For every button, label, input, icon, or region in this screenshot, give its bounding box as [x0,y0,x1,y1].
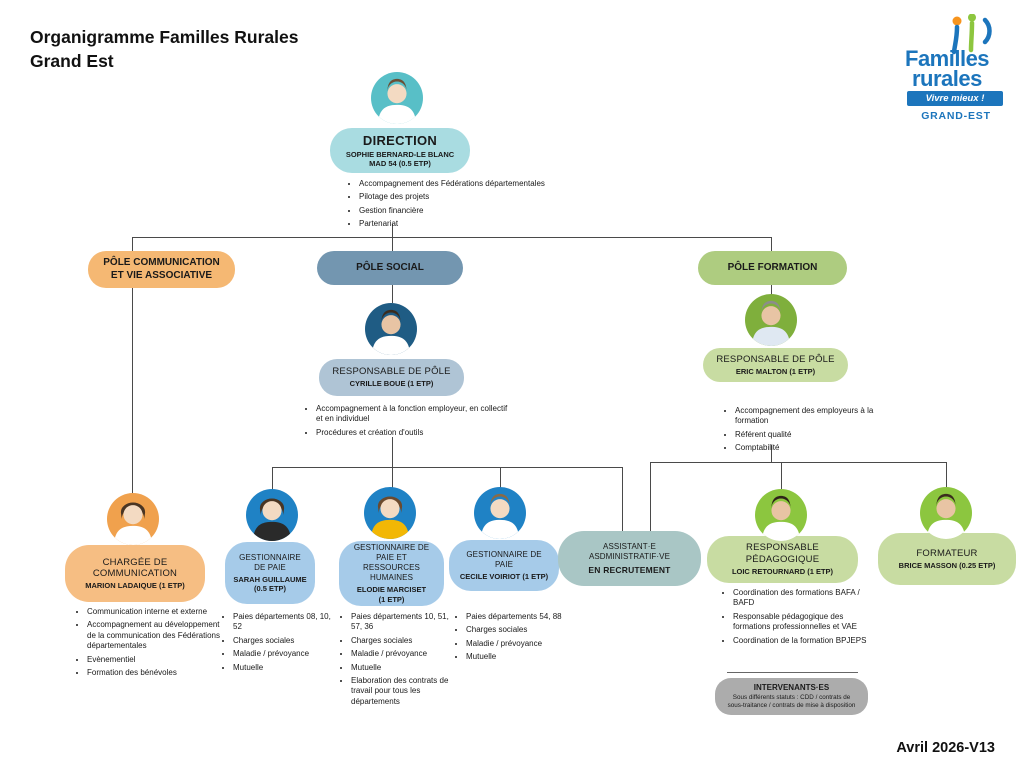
mission-item: • Elaboration des contrats de travail pour tous les départements [351,676,450,707]
person-name: MARION LADAIQUE (1 ETP) [85,580,185,590]
connector-line [946,462,947,487]
page-title: Organigramme Familles Rurales Grand Est [30,27,299,71]
person-silhouette-icon [474,487,526,539]
pole-label: PÔLE FORMATION [727,261,818,273]
mission-item: • Coordination des formations BAFA / BAFD [733,588,872,609]
person-silhouette-icon [755,489,807,541]
connector-line [781,462,782,489]
connector-line [650,462,947,463]
photo-direction [371,72,423,124]
mission-item: • Référent qualité [735,430,887,440]
connector-line [727,672,858,673]
mission-item: • Mutuelle [466,652,565,662]
intervenants-title: INTERVENANTS·ES [753,682,830,692]
familles-rurales-logo [905,28,1007,128]
mission-item: • Paies départements 10, 51, 57, 36 [351,612,450,633]
mission-item: • Gestion financière [359,206,591,216]
missions-list-formation-manager [722,406,887,457]
connector-line [622,467,623,531]
pole-label: PÔLE COMMUNICATION ET VIE ASSOCIATIVE [103,257,220,281]
photo-chargee-communication [107,493,159,545]
card-intervenants [715,678,868,715]
person-silhouette-icon [107,493,159,545]
pole-label: PÔLE SOCIAL [356,261,424,273]
mission-item: • Comptabilité [735,443,887,453]
mission-item: • Communication interne et externe [87,607,222,617]
person-name: SARAH GUILLAUME [233,574,307,584]
person-name: CECILE VOIRIOT (1 ETP) [459,571,549,581]
card-gestionnaire-paie-sarah [225,542,315,604]
role-title: RESPONSABLE DE PÔLE [332,366,451,378]
card-formateur [878,533,1016,585]
mission-item: • Procédures et création d'outils [316,428,513,438]
mission-item: • Accompagnement des Fédérations départementales [359,179,591,189]
person-etp: (0.5 ETP) [253,584,287,593]
photo-cecile-voiriot [474,487,526,539]
connector-line [132,288,133,493]
role-title: RESPONSABLE PÉDAGOGIQUE [745,542,820,565]
mission-item: • Charges sociales [466,625,565,635]
connector-line [392,467,393,488]
person-etp: (1 ETP) [378,594,405,604]
logo-text-familles: Familles [905,46,990,71]
connector-line [650,462,651,531]
photo-sarah-guillaume [246,489,298,541]
mission-item: • Evènementiel [87,655,222,665]
missions-list-elodie [338,612,450,710]
photo-responsable-pole-social [365,303,417,355]
card-assistant-administratif-vacancy [558,531,701,586]
mission-item: • Partenariat [359,219,591,229]
connector-line [272,467,622,468]
person-name: ELODIE MARCISET [356,585,427,595]
connector-line [500,467,501,488]
person-name: CYRILLE BOUE (1 ETP) [349,379,434,389]
mission-item: • Coordination de la formation BPJEPS [733,636,872,646]
person-name: LOIC RETOURNARD (1 ETP) [731,567,834,577]
mission-item: • Maladie / prévoyance [466,639,565,649]
missions-list-direction [346,179,591,233]
mission-item: • Mutuelle [351,663,450,673]
mission-item: • Pilotage des projets [359,192,591,202]
pole-formation [698,251,847,285]
card-gestionnaire-paie-cecile [449,540,559,591]
connector-line [392,237,393,252]
mission-item: • Accompagnement à la fonction employeur, en collectif et en individuel [316,404,513,425]
connector-line [132,237,772,238]
missions-list-loic [720,588,872,649]
role-title: GESTIONNAIRE DE PAIE ET RESSOURCES HUMAINES [353,543,430,583]
recruitment-status: EN RECRUTEMENT [588,565,671,575]
person-silhouette-icon [920,487,972,539]
photo-elodie-marciset [364,487,416,539]
role-title: RESPONSABLE DE PÔLE [716,353,835,365]
mission-item: • Maladie / prévoyance [351,649,450,659]
role-title: GESTIONNAIRE DE PAIE [466,549,542,569]
mission-item: • Accompagnement des employeurs à la formation [735,406,887,427]
missions-list-social-manager [303,404,513,441]
mission-item: • Paies départements 08, 10, 52 [233,612,332,633]
person-silhouette-icon [364,487,416,539]
version-label: Avril 2026-V13 [896,740,995,756]
person-name: SOPHIE BERNARD-LE BLANC [345,149,455,159]
role-title-line2: ASDMINISTRATIF·VE [588,552,671,561]
connector-line [392,285,393,303]
mission-item: • Responsable pédagogique des formations professionnelles et VAE [733,612,872,633]
logo-tagline-banner: Vivre mieux ! [907,91,1003,106]
logo-text-rurales: rurales [912,66,982,91]
person-name: BRICE MASSON (0.25 ETP) [898,560,996,570]
card-chargee-communication [65,545,205,602]
connector-line [132,237,133,252]
photo-brice-masson [920,487,972,539]
card-responsable-pedagogique [707,536,858,583]
missions-list-communication [74,607,222,681]
role-title: FORMATEUR [916,547,978,559]
person-name: ERIC MALTON (1 ETP) [735,366,816,376]
missions-list-sarah [220,612,332,676]
connector-line [392,437,393,467]
pole-communication [88,251,235,288]
photo-loic-retournard [755,489,807,541]
person-silhouette-icon [246,489,298,541]
mission-item: • Mutuelle [233,663,332,673]
person-silhouette-icon [371,72,423,124]
card-gestionnaire-paie-rh-elodie [339,541,444,606]
card-responsable-pole-formation [703,348,848,382]
connector-line [272,467,273,491]
mission-item: • Accompagnement au développement de la communication des Fédérations départementales [87,620,222,651]
person-silhouette-icon [745,294,797,346]
person-silhouette-icon [365,303,417,355]
connector-line [771,237,772,252]
role-title: CHARGÉE DE COMMUNICATION [92,556,178,579]
mission-item: • Charges sociales [233,636,332,646]
role-title-line1: ASSISTANT·E [603,542,656,551]
mission-item: • Paies départements 54, 88 [466,612,565,622]
person-etp: MAD 54 (0.5 ETP) [369,159,431,168]
card-direction [330,128,470,173]
photo-responsable-pole-formation [745,294,797,346]
card-responsable-pole-social [319,359,464,396]
mission-item: • Maladie / prévoyance [233,649,332,659]
role-title: DIRECTION [362,132,438,148]
intervenants-description: Sous différents statuts : CDD / contrats de sous-traitance / contrats de mise à disposition [727,693,856,709]
pole-social [317,251,463,285]
role-title: GESTIONNAIRE DE PAIE [239,552,301,572]
missions-list-cecile [453,612,565,666]
mission-item: • Formation des bénévoles [87,668,222,678]
mission-item: • Charges sociales [351,636,450,646]
logo-region-label: GRAND-EST [921,110,991,122]
